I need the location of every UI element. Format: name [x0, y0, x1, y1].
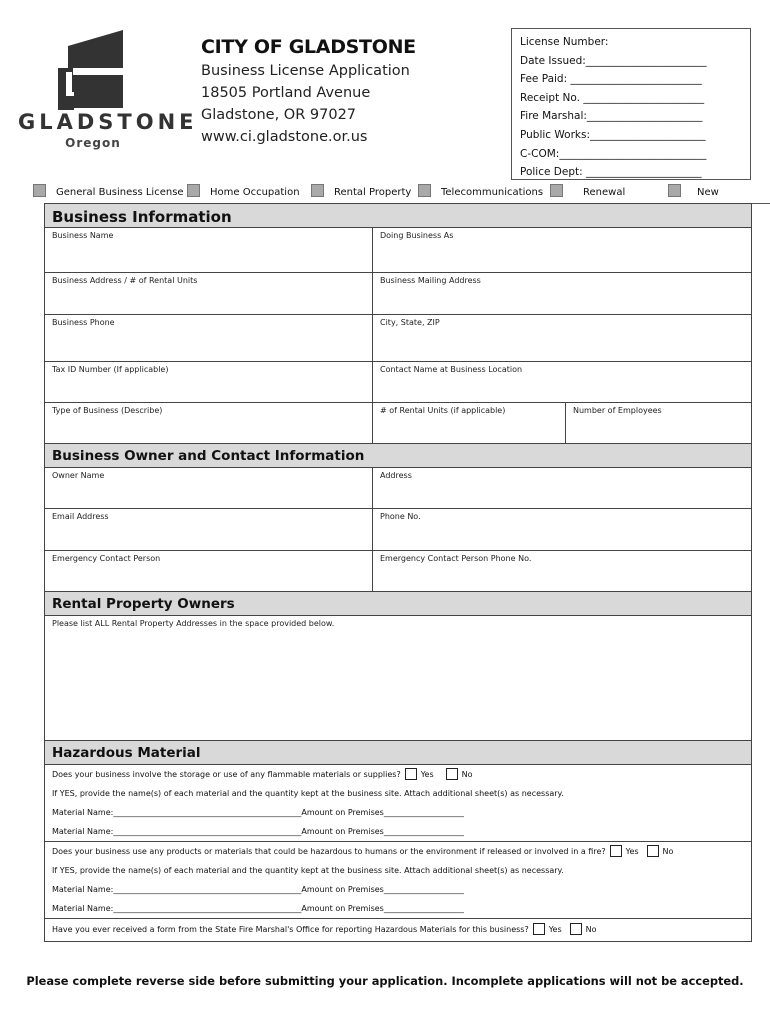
emergency-phone-field[interactable]: Emergency Contact Person Phone No.: [372, 551, 751, 591]
application-form: [44, 203, 752, 942]
type-general[interactable]: General Business License: [33, 184, 184, 200]
type-renewal[interactable]: Renewal: [550, 184, 625, 200]
date-issued-field: Date Issued:_______________________: [520, 54, 707, 67]
checkbox-icon[interactable]: [550, 184, 563, 197]
material-line[interactable]: Material Name:_______________________________________________Amount on Premises____________________: [52, 885, 464, 894]
police-dept-field: Police Dept: ______________________: [520, 166, 702, 179]
checkbox-icon[interactable]: [668, 184, 681, 197]
rental-addresses-field[interactable]: Please list ALL Rental Property Addresses in the space provided below.: [52, 619, 335, 628]
no-checkbox[interactable]: [570, 923, 582, 935]
logo-subtitle: Oregon: [65, 136, 121, 150]
checkbox-icon[interactable]: [33, 184, 46, 197]
ccom-field: C-COM:____________________________: [520, 147, 707, 160]
if-yes-instruction: If YES, provide the name(s) of each material and the quantity kept at the business site. Attach additional sheet(s) as necessary.: [52, 789, 564, 798]
logo-wordmark: GLADSTONE: [18, 110, 198, 134]
yes-checkbox[interactable]: [405, 768, 417, 780]
hazard-question-2-block: [45, 842, 751, 919]
website: www.ci.gladstone.or.us: [201, 129, 368, 145]
hazard-question-1: Does your business involve the storage or use of any flammable materials or supplies? Yes No: [52, 770, 473, 779]
no-checkbox[interactable]: [446, 768, 458, 780]
tax-id-field[interactable]: Tax ID Number (If applicable): [52, 365, 169, 374]
owner-name-field[interactable]: Owner Name: [52, 471, 105, 480]
type-new[interactable]: New: [668, 184, 719, 200]
no-checkbox[interactable]: [647, 845, 659, 857]
material-line[interactable]: Material Name:_______________________________________________Amount on Premises____________________: [52, 808, 464, 817]
checkbox-icon[interactable]: [187, 184, 200, 197]
hazard-question-1-block: [45, 765, 751, 842]
if-yes-instruction: If YES, provide the name(s) of each material and the quantity kept at the business site. Attach additional sheet(s) as necessary.: [52, 866, 564, 875]
checkbox-icon[interactable]: [418, 184, 431, 197]
employees-field[interactable]: Number of Employees: [565, 403, 751, 443]
page-title: CITY OF GLADSTONE: [201, 36, 416, 58]
owner-address-field[interactable]: Address: [372, 468, 751, 508]
street-address: 18505 Portland Avenue: [201, 85, 371, 101]
city-address: Gladstone, OR 97027: [201, 107, 357, 123]
organization-header: [201, 34, 416, 148]
type-home-occupation[interactable]: Home Occupation: [187, 184, 300, 200]
emergency-contact-field[interactable]: Emergency Contact Person: [52, 554, 161, 563]
yes-checkbox[interactable]: [533, 923, 545, 935]
hazard-question-2: Does your business use any products or materials that could be hazardous to humans or the environment if released or involved in a fire? Yes No: [52, 847, 674, 856]
receipt-no-field: Receipt No. _______________________: [520, 91, 705, 104]
mailing-address-field[interactable]: Business Mailing Address: [372, 273, 751, 314]
business-name-field[interactable]: Business Name: [52, 231, 114, 240]
material-line[interactable]: Material Name:_______________________________________________Amount on Premises____________________: [52, 827, 464, 836]
section-business-information: Business Information: [45, 204, 751, 228]
business-phone-field[interactable]: Business Phone: [52, 318, 115, 327]
public-works-field: Public Works:______________________: [520, 128, 706, 141]
dba-field[interactable]: Doing Business As: [372, 228, 751, 272]
type-of-business-field[interactable]: Type of Business (Describe): [52, 406, 163, 415]
phone-field[interactable]: Phone No.: [372, 509, 751, 550]
business-address-field[interactable]: Business Address / # of Rental Units: [52, 276, 198, 285]
license-type-row: [33, 184, 753, 200]
fee-paid-field: Fee Paid: _________________________: [520, 73, 702, 86]
fire-marshal-field: Fire Marshal:______________________: [520, 110, 703, 123]
section-hazardous-material: Hazardous Material: [45, 741, 751, 765]
rental-units-field[interactable]: # of Rental Units (if applicable): [372, 403, 565, 443]
divider: [752, 203, 770, 204]
form-title: Business License Application: [201, 63, 410, 79]
footer-notice: Please complete reverse side before submitting your application. Incomplete applications will not be accepted.: [26, 974, 744, 988]
checkbox-icon[interactable]: [311, 184, 324, 197]
city-state-zip-field[interactable]: City, State, ZIP: [372, 315, 751, 361]
material-line[interactable]: Material Name:_______________________________________________Amount on Premises____________________: [52, 904, 464, 913]
type-rental-property[interactable]: Rental Property: [311, 184, 411, 200]
license-number-field: License Number:: [520, 36, 609, 48]
hazard-question-3: Have you ever received a form from the State Fire Marshal's Office for reporting Hazardous Materials for this business? Yes No: [52, 925, 597, 934]
email-field[interactable]: Email Address: [52, 512, 109, 521]
office-use-box: [511, 28, 751, 180]
section-owner-contact: Business Owner and Contact Information: [45, 444, 751, 468]
section-rental-property: Rental Property Owners: [45, 592, 751, 616]
yes-checkbox[interactable]: [610, 845, 622, 857]
type-telecommunications[interactable]: Telecommunications: [418, 184, 543, 200]
contact-name-field[interactable]: Contact Name at Business Location: [372, 362, 751, 402]
